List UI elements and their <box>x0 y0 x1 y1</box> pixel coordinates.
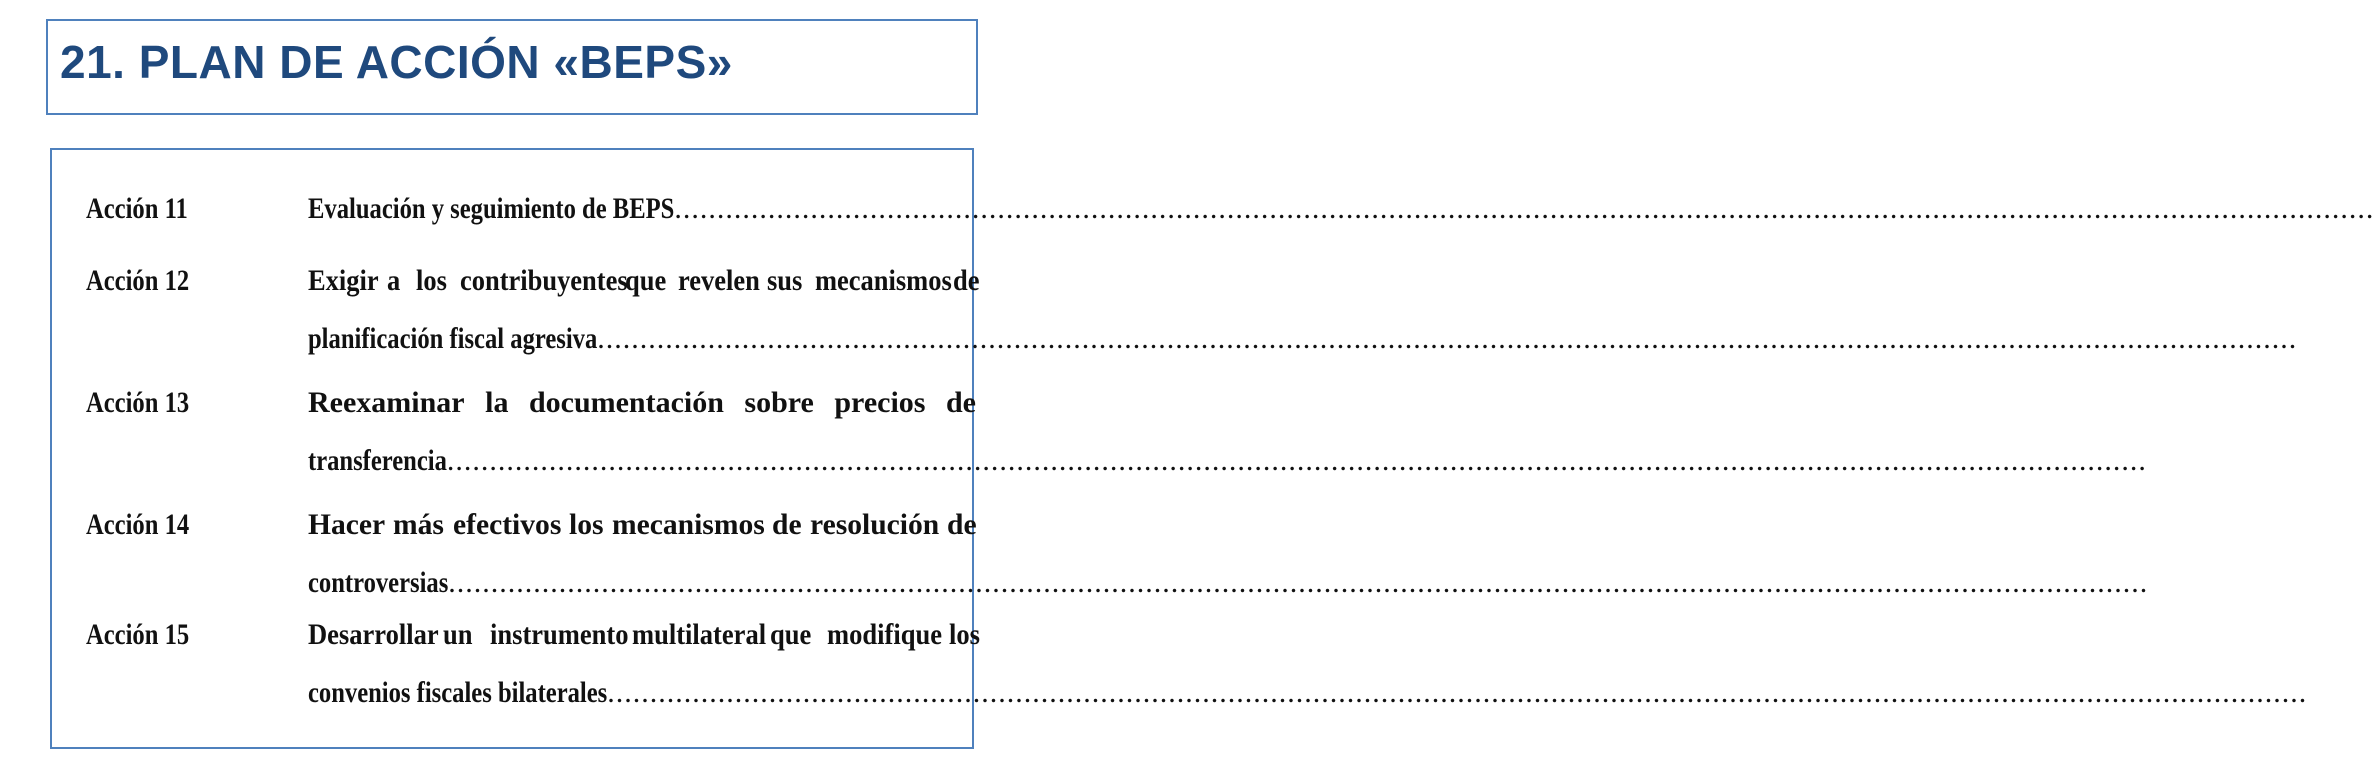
slide-title-box <box>46 19 978 115</box>
action-description <box>308 606 2308 722</box>
action-label: Acción 15 <box>86 618 190 651</box>
action-description-text: convenios fiscales bilaterales <box>308 676 608 709</box>
action-label: Acción 12 <box>86 264 190 297</box>
action-description <box>308 374 2147 490</box>
action-description-text: transferencia <box>308 444 447 477</box>
action-description-line <box>308 664 2308 722</box>
action-description <box>308 180 2374 238</box>
action-label: Acción 11 <box>86 192 188 225</box>
action-description <box>308 496 2149 612</box>
dot-leader: ........................................................................................................................................................................................................ <box>597 322 2298 355</box>
action-description-text: controversias <box>308 566 449 599</box>
dot-leader: ........................................................................................................................................................................................................ <box>448 566 2149 599</box>
dot-leader: ........................................................................................................................................................................................................ <box>607 676 2308 709</box>
action-description-text: Evaluación y seguimiento de BEPS <box>308 192 675 225</box>
action-description-text: planificación fiscal agresiva <box>308 322 598 355</box>
action-description-line <box>308 432 2147 490</box>
action-description-line <box>308 554 2149 612</box>
slide-title: 21. PLAN DE ACCIÓN «BEPS» <box>60 36 733 88</box>
action-description-line: Desarrollar un instrumento multilateral que modifique los <box>308 618 980 651</box>
action-description-line: Exigir a los contribuyentes que revelen sus mecanismos de <box>308 264 980 297</box>
action-description <box>308 252 2298 368</box>
action-label: Acción 13 <box>86 386 190 419</box>
dot-leader: ........................................................................................................................................................................................................ <box>446 444 2147 477</box>
action-description-line <box>308 180 2374 238</box>
action-label: Acción 14 <box>86 508 190 541</box>
action-description-line: Reexaminar la documentación sobre precios de <box>308 386 976 419</box>
actions-table-image <box>50 148 2374 749</box>
action-description-line: Hacer más efectivos los mecanismos de resolución de <box>308 508 977 541</box>
action-description-line <box>308 310 2298 368</box>
dot-leader: ........................................................................................................................................................................................................ <box>674 192 2374 225</box>
